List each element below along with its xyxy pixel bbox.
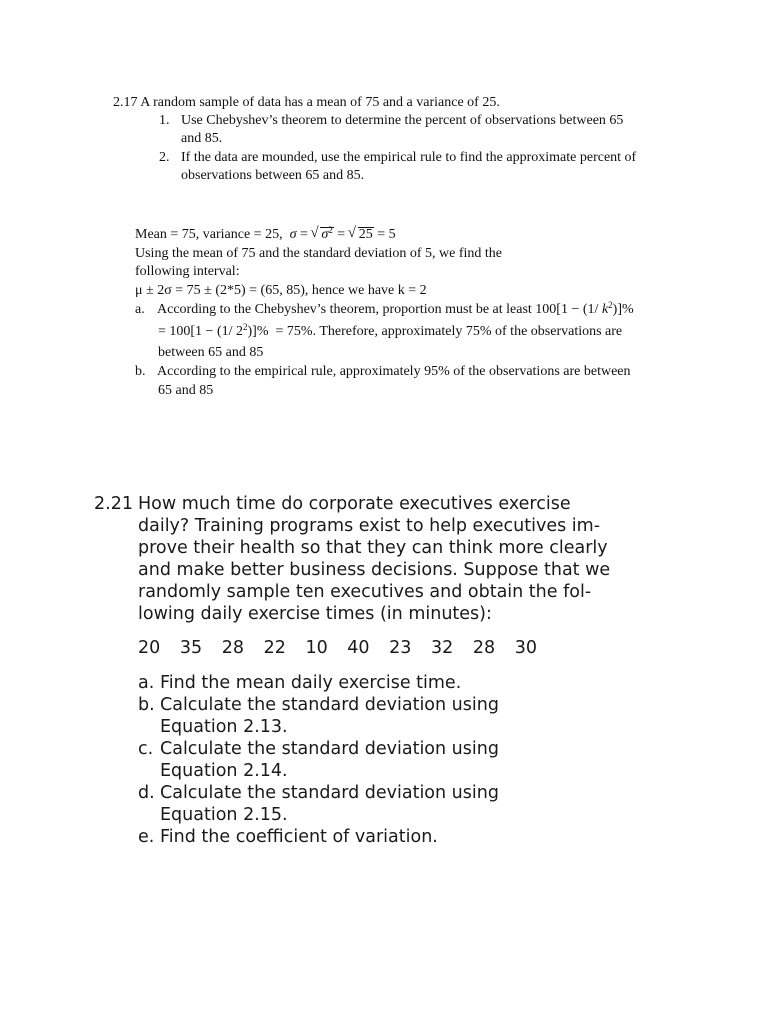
solution-part-a-line1 — [135, 301, 634, 319]
solution-mu-line: μ ± 2σ = 75 ± (2*5) = (65, 85), hence we have k = 2 — [135, 283, 427, 298]
part-a-text: According to the Chebyshev’s theorem, proportion must be at least 100[1 — [157, 302, 568, 317]
question-text: Use Chebyshev’s theorem to determine the percent of observations between 65 — [181, 113, 624, 128]
item-label: b. — [138, 695, 155, 715]
problem-2-21-line-2: daily? Training programs exist to help executives im- — [138, 516, 601, 536]
question-1-line1 — [159, 112, 623, 130]
part-label: a. — [135, 302, 145, 317]
exercise-time-value: 23 — [389, 638, 412, 658]
item-b-line2: Equation 2.13. — [160, 717, 288, 737]
question-1-line2: and 85. — [181, 131, 223, 146]
sigma-equation: σ = √ $\sigma^2$ = √ 25 = 5 — [286, 227, 396, 242]
item-label: a. — [138, 673, 155, 693]
item-d-line2: Equation 2.15. — [160, 805, 288, 825]
exercise-time-value: 40 — [347, 638, 370, 658]
exercise-time-value: 28 — [221, 638, 244, 658]
problem-2-21-line-3: prove their health so that they can think more clearly — [138, 538, 608, 558]
question-text: If the data are mounded, use the empirical rule to find the approximate percent of — [181, 150, 637, 165]
solution-interval-line1: Using the mean of 75 and the standard deviation of 5, we find the — [135, 246, 503, 261]
item-label: d. — [138, 783, 155, 803]
problem-prompt: A random sample of data has a mean of 75 and a variance of 25. — [140, 95, 500, 110]
exercise-time-value: 28 — [472, 638, 496, 658]
item-a — [138, 673, 461, 695]
exercise-time-value: 22 — [263, 638, 286, 658]
part-a-result: = 75%. Therefore, approximately 75% of the observations are — [275, 324, 623, 339]
problem-2-21-line-4: and make better business decisions. Suppose that we — [138, 560, 611, 580]
problem-2-17-header — [113, 94, 500, 112]
solution-part-b-line2: 65 and 85 — [158, 383, 214, 398]
chebyshev-formula: − (1/ $k^2)]\%$ — [567, 300, 634, 317]
item-text: Calculate the standard deviation using — [160, 783, 499, 803]
item-text: Find the mean daily exercise time. — [160, 673, 462, 693]
exercise-time-value: 35 — [179, 638, 203, 658]
exercise-time-value: 10 — [305, 638, 328, 658]
item-e — [138, 827, 438, 849]
exercise-time-value: 20 — [138, 638, 161, 658]
problem-2-21-number: 2.21 — [94, 494, 133, 514]
item-text: Find the coefficient of variation. — [160, 827, 438, 847]
solution-part-b-line1 — [135, 363, 631, 381]
exercise-time-value: 32 — [431, 638, 454, 658]
item-label: c. — [138, 739, 154, 759]
solution-mean-variance — [135, 226, 396, 244]
exercise-time-value: 30 — [514, 638, 538, 658]
question-2-line1 — [159, 149, 636, 167]
question-number: 2. — [159, 150, 170, 165]
item-b — [138, 695, 499, 717]
item-text: Calculate the standard deviation using — [160, 695, 499, 715]
solution-part-a-line2 — [158, 323, 622, 341]
solution-interval-line2: following interval: — [135, 264, 240, 279]
problem-2-21-line-5: randomly sample ten executives and obtain the fol- — [138, 582, 592, 602]
item-label: e. — [138, 827, 155, 847]
problem-2-21-line-6: lowing daily exercise times (in minutes): — [138, 604, 492, 624]
item-c — [138, 739, 499, 761]
mean-variance-text: Mean = 75, variance = 25, — [135, 227, 283, 242]
exercise-times-row — [138, 638, 537, 660]
part-b-text: According to the empirical rule, approximately 95% of the observations are between — [157, 364, 631, 379]
item-d — [138, 783, 499, 805]
item-text: Calculate the standard deviation using — [160, 739, 499, 759]
question-2-line2: observations between 65 and 85. — [181, 168, 365, 183]
problem-2-21-line-1: How much time do corporate executives exercise — [138, 494, 571, 514]
item-c-line2: Equation 2.14. — [160, 761, 288, 781]
chebyshev-evaluated: = 100[1 − (1/ $2^2)]\%$ — [158, 322, 276, 339]
problem-number: 2.17 — [113, 95, 138, 110]
question-number: 1. — [159, 113, 170, 128]
solution-part-a-line3: between 65 and 85 — [158, 345, 264, 360]
part-label: b. — [135, 364, 146, 379]
